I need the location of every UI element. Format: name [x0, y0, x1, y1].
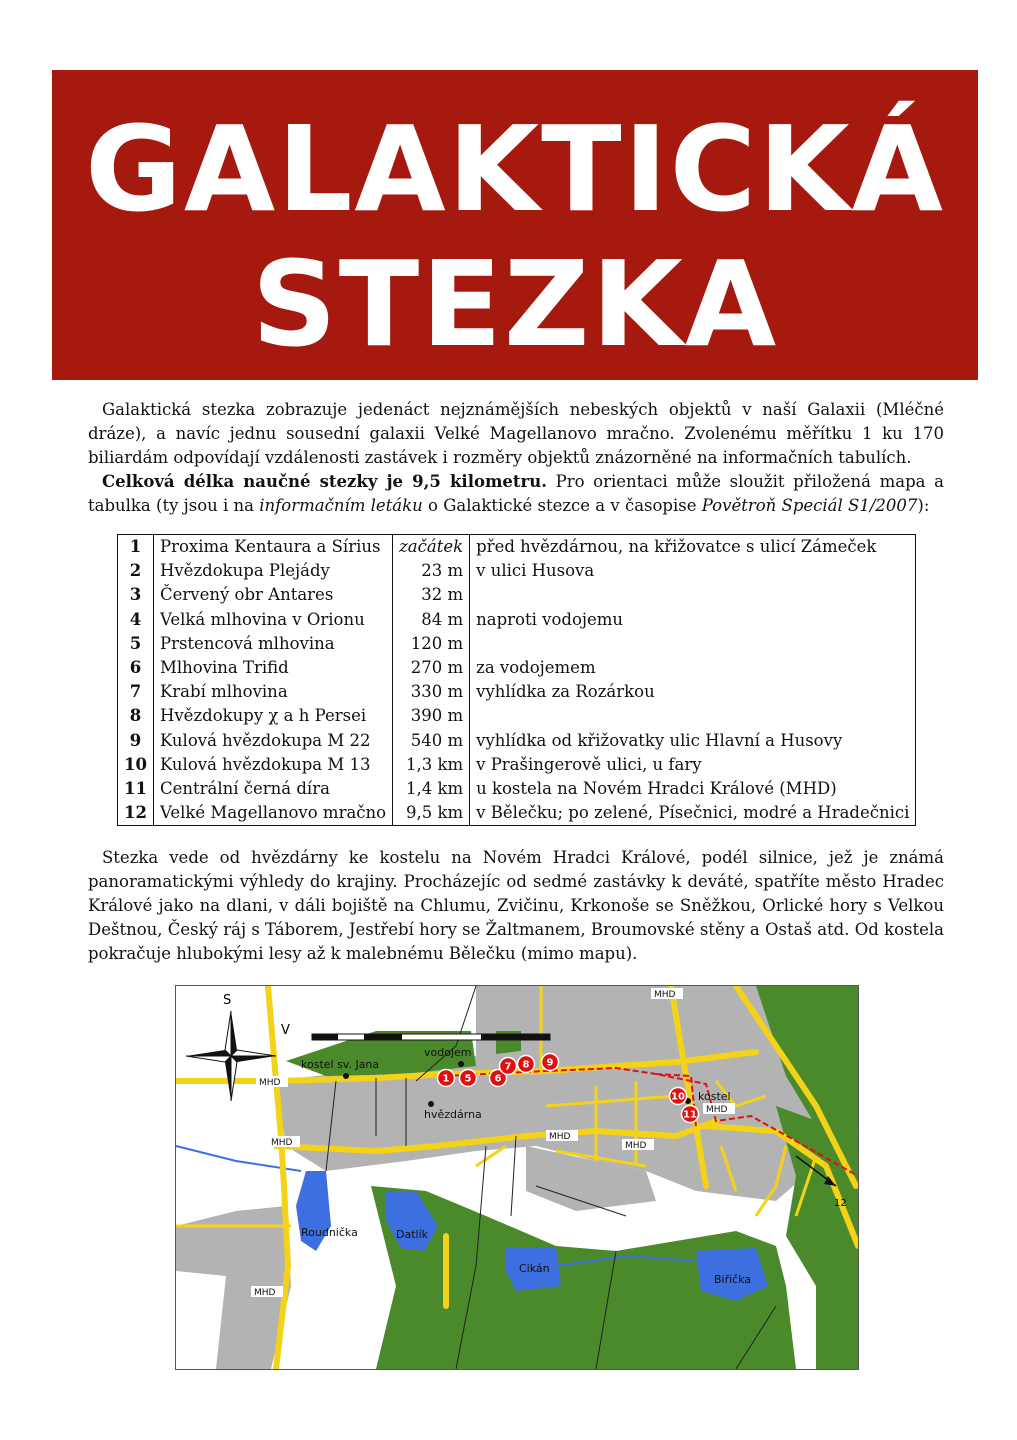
stop-name: Velké Magellanovo mračno: [153, 801, 392, 826]
stop-name: Kulová hvězdokupa M 13: [153, 753, 392, 777]
svg-text:MHD: MHD: [549, 1132, 571, 1142]
stop-location: za vodojemem: [470, 656, 916, 680]
stop-distance: 1,4 km: [393, 777, 470, 801]
table-row: [118, 632, 916, 656]
stop-location: vyhlídka od křižovatky ulic Hlavní a Husovy: [470, 729, 916, 753]
table-row: [118, 704, 916, 728]
table-row: [118, 608, 916, 632]
stop-location: vyhlídka za Rozárkou: [470, 680, 916, 704]
stop-name: Mlhovina Trifid: [153, 656, 392, 680]
stop-number: 5: [129, 633, 142, 653]
stop-distance: 330 m: [393, 680, 470, 704]
stop-distance: 9,5 km: [393, 801, 470, 826]
label-roudnicka: Roudnička: [301, 1226, 358, 1239]
stop-distance: 120 m: [393, 632, 470, 656]
svg-text:1: 1: [442, 1073, 450, 1085]
stop-distance: začátek: [393, 535, 470, 560]
table-row: [118, 559, 916, 583]
table-row: [118, 535, 916, 560]
stop-marker: [460, 1070, 477, 1087]
stop-name: Krabí mlhovina: [153, 680, 392, 704]
svg-text:9: 9: [546, 1057, 554, 1069]
stop-marker: [542, 1054, 559, 1071]
table-row: [118, 753, 916, 777]
stop-distance: 1,3 km: [393, 753, 470, 777]
compass-north: S: [223, 993, 232, 1008]
total-length: Celková délka naučné stezky je 9,5 kilometru.: [102, 472, 547, 491]
stop-number: 3: [129, 585, 142, 605]
stop-name: Centrální černá díra: [153, 777, 392, 801]
stop-location: [470, 583, 916, 607]
table-row: [118, 583, 916, 607]
stop-marker: [682, 1106, 699, 1123]
table-row: [118, 777, 916, 801]
stop-number: 4: [129, 609, 142, 629]
svg-text:11: 11: [683, 1109, 697, 1121]
stop-marker: [518, 1056, 535, 1073]
stop-name: Hvězdokupa Plejády: [153, 559, 392, 583]
route-paragraph: Stezka vede od hvězdárny ke kostelu na Novém Hradci Králové, podél silnice, jež je známá panoramatickými výhledy do krajiny. Procházejíc od sedmé zastávky k deváté, spatříte město Hradec Králové jako na dlani, v dáli bojiště na Chlumu, Zvičinu, Krkonoše se Sněžkou, Orlické hory s Velkou Deštnou, Český ráj s Táborem, Jestřebí hory se Žaltmanem, Broumovské stěny a Ostaš atd. Od kostela pokračuje hlubokými lesy až k malebnému Bělečku (mimo mapu).: [88, 848, 944, 963]
table-row: [118, 801, 916, 826]
magazine-name: Povětroň Speciál S1/2007: [701, 496, 918, 515]
stop-location: [470, 632, 916, 656]
stop-location: naproti vodojemu: [470, 608, 916, 632]
label-datlik: Datlík: [396, 1228, 429, 1241]
stop-name: Kulová hvězdokupa M 22: [153, 729, 392, 753]
stop-number: 1: [129, 537, 142, 557]
stop-location: v ulici Husova: [470, 559, 916, 583]
stop-name: Velká mlhovina v Orionu: [153, 608, 392, 632]
trail-map: [175, 985, 859, 1370]
svg-text:10: 10: [671, 1091, 685, 1103]
label-hvezdarna: hvězdárna: [424, 1108, 482, 1121]
stop-number: 6: [129, 658, 142, 678]
stop-distance: 270 m: [393, 656, 470, 680]
intro-paragraph: Galaktická stezka zobrazuje jedenáct nejznámějších nebeských objektů v naší Galaxii (Mléčné dráze), a navíc jednu sousední galaxii Velké Magellanovo mračno. Zvolenému měřítku 1 ku 170 biliardám odpovídají vzdálenosti zastávek i rozměry objektů znázorněné na informačních tabulích.: [88, 400, 944, 467]
title-banner: [52, 70, 978, 380]
stop-number: 10: [124, 754, 147, 774]
stop-number: 12: [124, 803, 147, 823]
length-paragraph: Celková délka naučné stezky je 9,5 kilometru. Pro orientaci může sloužit přiložená mapa a tabulka (ty jsou i na informačním letáku o Galaktické stezce a v časopise Povětroň Speciál S1/2007):: [88, 472, 944, 515]
label-off-map-12: 12: [834, 1198, 847, 1209]
stop-name: Hvězdokupy χ a h Persei: [153, 704, 392, 728]
svg-text:MHD: MHD: [259, 1078, 281, 1088]
label-biricka: Biřička: [714, 1273, 752, 1286]
svg-text:MHD: MHD: [706, 1105, 728, 1115]
label-vodojem: vodojem: [424, 1046, 472, 1059]
stop-number: 7: [129, 682, 142, 702]
compass-east: V: [281, 1023, 290, 1038]
svg-text:MHD: MHD: [271, 1138, 293, 1148]
svg-text:7: 7: [504, 1061, 512, 1073]
label-kostel: kostel: [698, 1090, 731, 1103]
svg-text:MHD: MHD: [625, 1141, 647, 1151]
stop-name: Prstencová mlhovina: [153, 632, 392, 656]
stop-location: v Prašingerově ulici, u fary: [470, 753, 916, 777]
label-kostel-sv-jana: kostel sv. Jana: [301, 1058, 380, 1071]
stop-number: 2: [129, 561, 142, 581]
stop-distance: 84 m: [393, 608, 470, 632]
stop-distance: 32 m: [393, 583, 470, 607]
stop-number: 9: [129, 730, 142, 750]
stop-location: před hvězdárnou, na křižovatce s ulicí Zámeček: [470, 535, 916, 560]
leaflet-link-text: informačním letáku: [259, 496, 423, 515]
stop-distance: 23 m: [393, 559, 470, 583]
title-line-2: STEZKA: [251, 235, 779, 373]
stops-table: [117, 534, 916, 826]
stop-name: Červený obr Antares: [153, 583, 392, 607]
stop-location: u kostela na Novém Hradci Králové (MHD): [470, 777, 916, 801]
stop-marker: [670, 1088, 687, 1105]
stop-distance: 390 m: [393, 704, 470, 728]
stop-marker: [438, 1070, 455, 1087]
map-svg: [176, 986, 858, 1369]
svg-text:5: 5: [464, 1073, 472, 1085]
table-row: [118, 729, 916, 753]
table-row: [118, 656, 916, 680]
svg-text:8: 8: [522, 1059, 530, 1071]
stop-location: [470, 704, 916, 728]
title-line-1: GALAKTICKÁ: [85, 100, 945, 238]
svg-text:6: 6: [494, 1073, 502, 1085]
stop-number: 8: [129, 706, 142, 726]
svg-text:MHD: MHD: [254, 1288, 276, 1298]
stop-marker: [500, 1058, 517, 1075]
stop-location: v Bělečku; po zelené, Písečnici, modré a Hradečnici: [470, 801, 916, 826]
stop-number: 11: [124, 778, 147, 798]
stop-distance: 540 m: [393, 729, 470, 753]
svg-text:MHD: MHD: [654, 990, 676, 1000]
table-row: [118, 680, 916, 704]
stop-name: Proxima Kentaura a Sírius: [153, 535, 392, 560]
label-cikan: Cikán: [519, 1262, 550, 1275]
